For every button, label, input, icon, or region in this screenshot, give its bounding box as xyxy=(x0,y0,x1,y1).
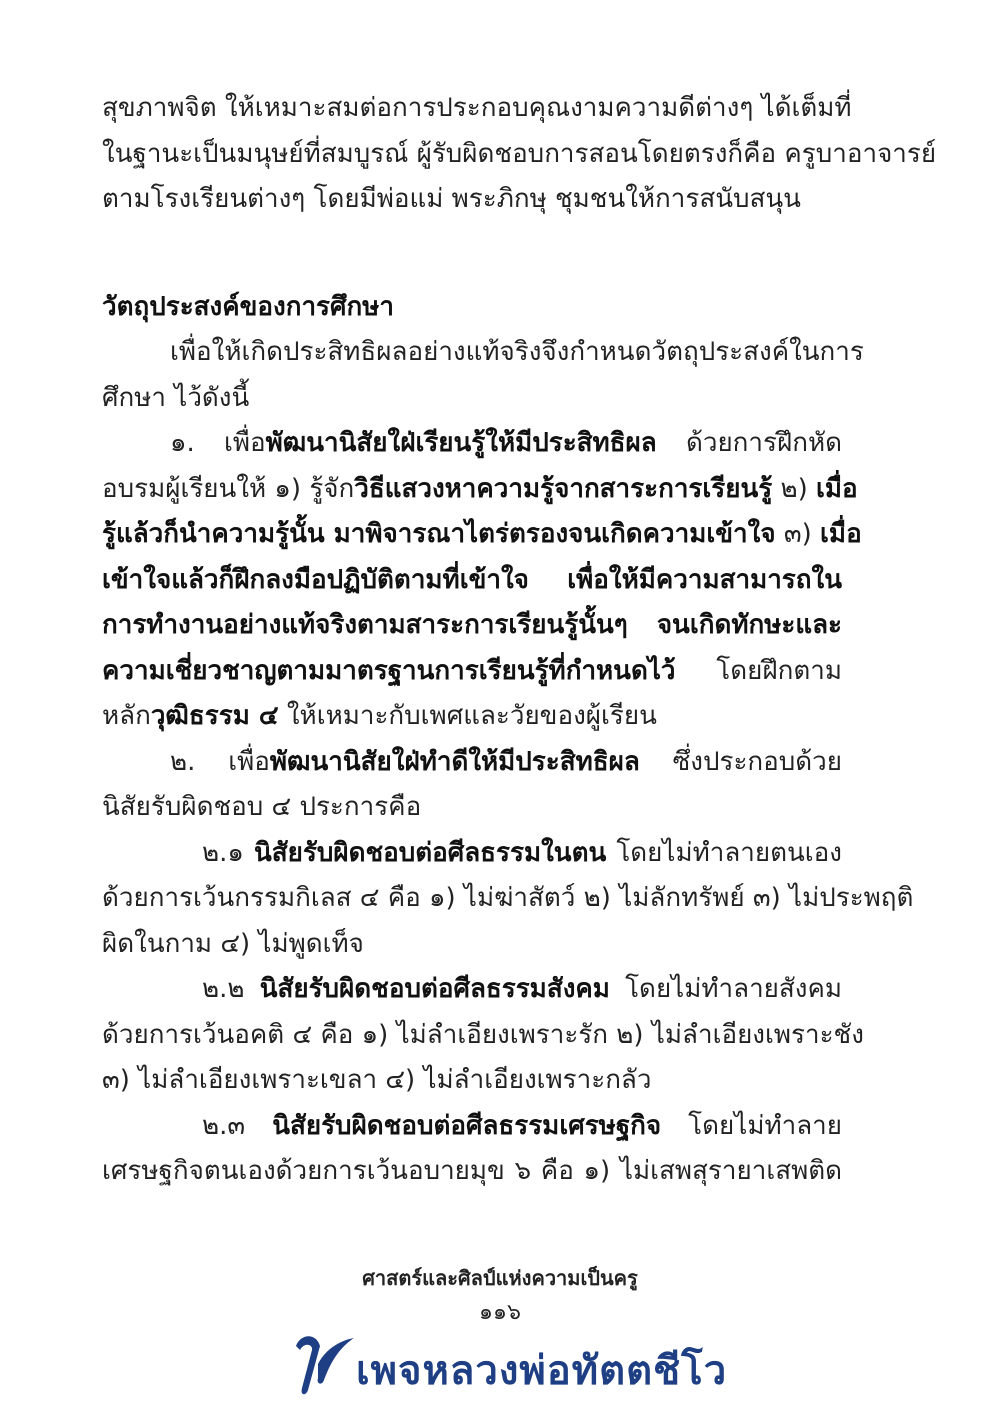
item-1-line: ความเชี่ยวชาญตามมาตรฐานการเรียนรู้ที่กำหนดไว้ โดยฝึกตาม xyxy=(102,655,842,686)
item-2-3-line: ๒.๓ นิสัยรับผิดชอบต่อศีลธรรมเศรษฐกิจ โดยไม่ทำลาย xyxy=(202,1110,842,1141)
section-heading: วัตถุประสงค์ของการศึกษา xyxy=(102,291,394,322)
item-2-line: นิสัยรับผิดชอบ ๔ ประการคือ xyxy=(102,792,422,822)
item-2-2-line: ด้วยการเว้นอคติ ๔ คือ ๑) ไม่ลำเอียงเพราะรัก ๒) ไม่ลำเอียงเพราะชัง xyxy=(102,1019,864,1050)
brand-name: เพจหลวงพ่อทัตตชีโว xyxy=(356,1348,728,1394)
page-number: ๑๑๖ xyxy=(479,1300,521,1325)
spacer xyxy=(102,223,842,285)
paragraph-line: ศึกษา ไว้ดังนี้ xyxy=(102,382,250,413)
item-1-line: การทำงานอย่างแท้จริงตามสาระการเรียนรู้นั้นๆ จนเกิดทักษะและ xyxy=(102,610,842,640)
paragraph-line: ในฐานะเป็นมนุษย์ที่สมบูรณ์ ผู้รับผิดชอบการสอนโดยตรงก็คือ ครูบาอาจารย์ xyxy=(102,138,937,169)
paragraph-line: ตามโรงเรียนต่างๆ โดยมีพ่อแม่ พระภิกษุ ชุมชนให้การสนับสนุน xyxy=(102,184,801,214)
body-text xyxy=(102,86,937,1195)
item-2-2-line: ๒.๒ นิสัยรับผิดชอบต่อศีลธรรมสังคม โดยไม่ทำลายสังคม xyxy=(202,974,842,1004)
item-1-line: รู้แล้วก็นำความรู้นั้น มาพิจารณาไตร่ตรองจนเกิดความเข้าใจ ๓) เมื่อ xyxy=(102,519,862,549)
item-2-3-line: เศรษฐกิจตนเองด้วยการเว้นอบายมุข ๖ คือ ๑) ไม่เสพสุรายาเสพติด xyxy=(102,1156,842,1186)
item-2-1-line: ด้วยการเว้นกรรมกิเลส ๔ คือ ๑) ไม่ฆ่าสัตว์ ๒) ไม่ลักทรัพย์ ๓) ไม่ประพฤติ xyxy=(102,883,914,913)
paragraph-line: สุขภาพจิต ให้เหมาะสมต่อการประกอบคุณงามความดีต่างๆ ได้เต็มที่ xyxy=(102,93,852,123)
brand-logo xyxy=(282,1324,728,1404)
brand-glyph-icon xyxy=(282,1324,362,1402)
item-1-line: เข้าใจแล้วก็ฝึกลงมือปฏิบัติตามที่เข้าใจ เพื่อให้มีความสามารถใน xyxy=(102,564,842,595)
item-1-line: อบรมผู้เรียนให้ ๑) รู้จักวิธีแสวงหาความรู้จากสาระการเรียนรู้ ๒) เมื่อ xyxy=(102,473,858,504)
item-2-line: ๒. เพื่อพัฒนานิสัยใฝ่ทำดีให้มีประสิทธิผล ซึ่งประกอบด้วย xyxy=(170,746,843,777)
item-2-1-line: ผิดในกาม ๔) ไม่พูดเท็จ xyxy=(102,928,364,959)
item-2-2-line: ๓) ไม่ลำเอียงเพราะเขลา ๔) ไม่ลำเอียงเพราะกลัว xyxy=(102,1065,652,1095)
paragraph-line: เพื่อให้เกิดประสิทธิผลอย่างแท้จริงจึงกำหนดวัตถุประสงค์ในการ xyxy=(170,337,864,367)
item-2-1-line: ๒.๑ นิสัยรับผิดชอบต่อศีลธรรมในตน โดยไม่ทำลายตนเอง xyxy=(202,837,842,868)
book-title: ศาสตร์และศิลป์แห่งความเป็นครู xyxy=(362,1266,638,1290)
item-1-line: หลักวุฒิธรรม ๔ ให้เหมาะกับเพศและวัยของผู้เรียน xyxy=(102,701,657,731)
item-1-line: ๑. เพื่อพัฒนานิสัยใฝ่เรียนรู้ให้มีประสิทธิผล ด้วยการฝึกหัด xyxy=(170,428,842,458)
